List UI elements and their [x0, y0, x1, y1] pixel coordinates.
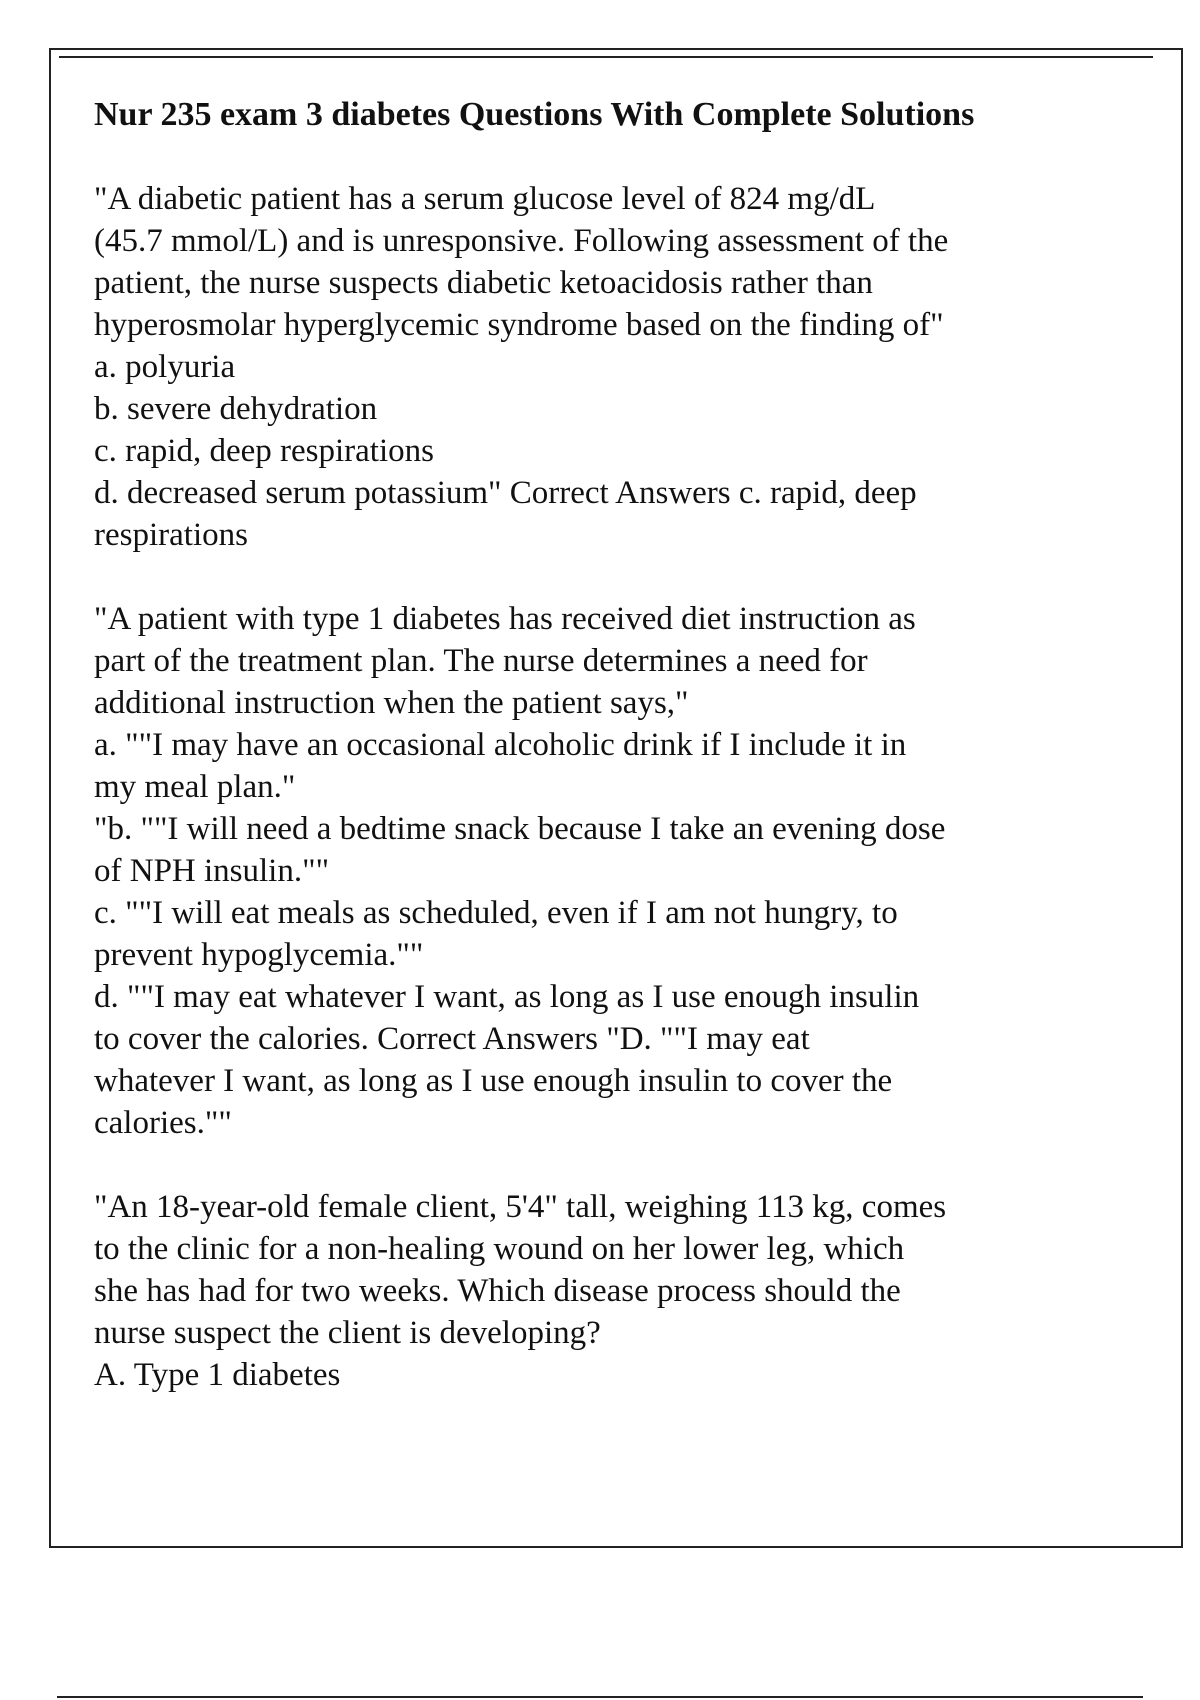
correct-answer-text: whatever I want, as long as I use enough insulin to cover the — [94, 1063, 893, 1099]
top-rule — [59, 56, 1153, 58]
answer-option: "b. ""I will need a bedtime snack because I take an evening dose — [94, 811, 946, 847]
document-body — [94, 94, 1094, 1438]
correct-answer-text: calories."" — [94, 1105, 232, 1141]
correct-answer-text: respirations — [94, 517, 248, 553]
answer-option: my meal plan." — [94, 769, 296, 805]
answer-option: c. ""I will eat meals as scheduled, even if I am not hungry, to — [94, 895, 898, 931]
answer-option: a. ""I may have an occasional alcoholic drink if I include it in — [94, 727, 907, 763]
answer-option: d. decreased serum potassium" Correct Answers c. rapid, deep — [94, 475, 917, 511]
question-text-line: (45.7 mmol/L) and is unresponsive. Following assessment of the — [94, 223, 949, 259]
question-text-line: "A patient with type 1 diabetes has received diet instruction as — [94, 601, 916, 637]
answer-option: d. ""I may eat whatever I want, as long as I use enough insulin — [94, 979, 920, 1015]
question-text-line: nurse suspect the client is developing? — [94, 1315, 601, 1351]
question-text-line: patient, the nurse suspects diabetic ketoacidosis rather than — [94, 265, 873, 301]
answer-option: a. polyuria — [94, 349, 236, 385]
question-text-line: hyperosmolar hyperglycemic syndrome based on the finding of" — [94, 307, 944, 343]
document-title: Nur 235 exam 3 diabetes Questions With Complete Solutions — [94, 96, 975, 133]
question-block-1 — [94, 178, 1094, 556]
answer-option: prevent hypoglycemia."" — [94, 937, 424, 973]
question-text-line: additional instruction when the patient says," — [94, 685, 689, 721]
answer-option: of NPH insulin."" — [94, 853, 330, 889]
question-block-2 — [94, 598, 1094, 1144]
question-text-line: to the clinic for a non-healing wound on her lower leg, which — [94, 1231, 905, 1267]
correct-answer-text: to cover the calories. Correct Answers "D. ""I may eat — [94, 1021, 810, 1057]
answer-option: A. Type 1 diabetes — [94, 1357, 341, 1393]
question-block-3 — [94, 1186, 1094, 1396]
answer-option: b. severe dehydration — [94, 391, 378, 427]
question-text-line: "An 18-year-old female client, 5'4" tall, weighing 113 kg, comes — [94, 1189, 947, 1225]
question-text-line: she has had for two weeks. Which disease process should the — [94, 1273, 901, 1309]
bottom-rule — [57, 1696, 1143, 1698]
question-text-line: part of the treatment plan. The nurse determines a need for — [94, 643, 868, 679]
question-text-line: "A diabetic patient has a serum glucose level of 824 mg/dL — [94, 181, 876, 217]
answer-option: c. rapid, deep respirations — [94, 433, 434, 469]
